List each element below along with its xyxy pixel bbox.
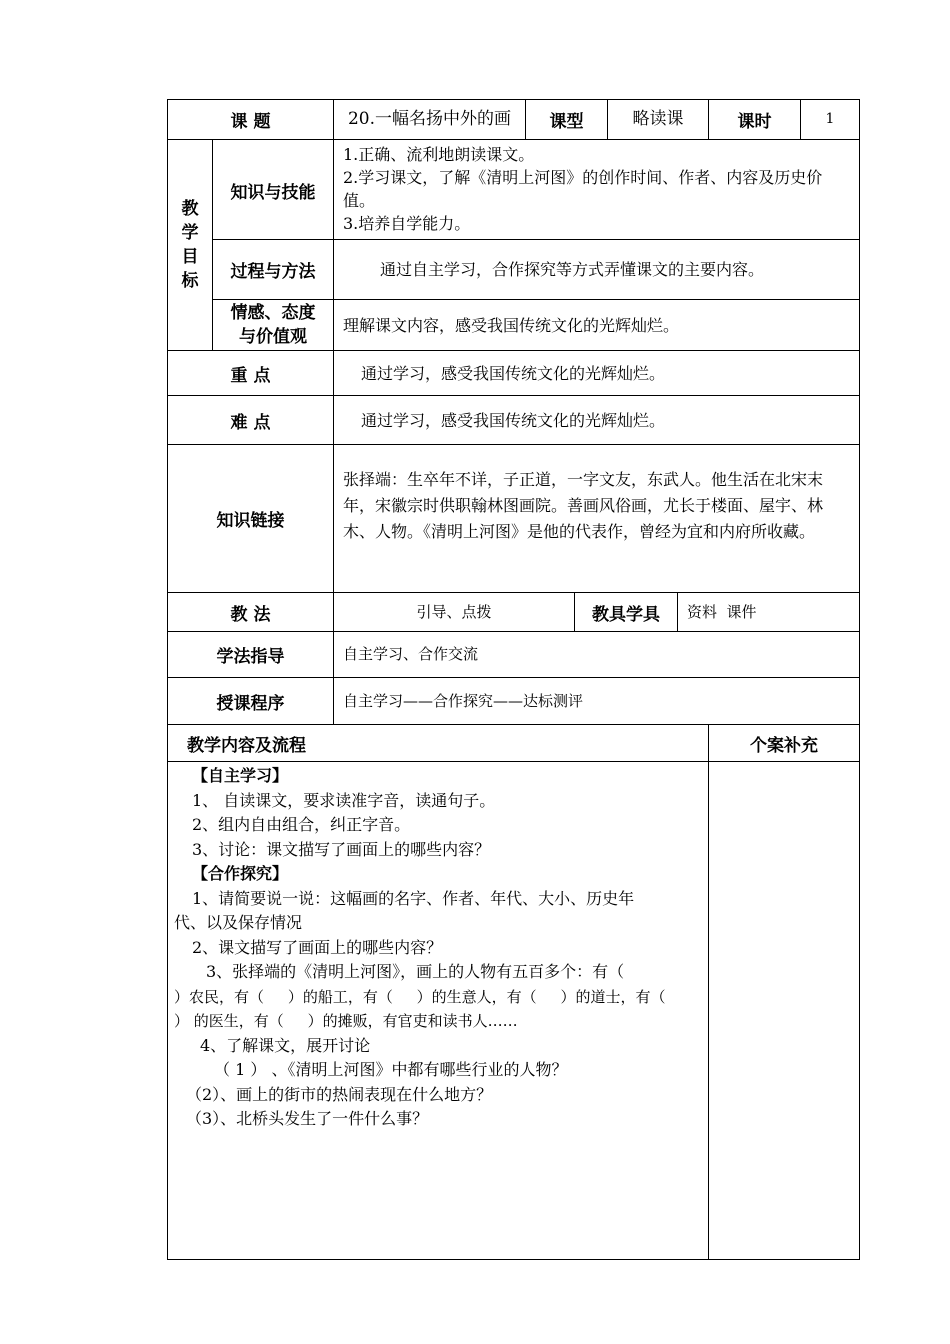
emotion-label-line-1: 情感、态度 (230, 303, 316, 323)
knowledge-link-label-cell (167, 444, 334, 593)
content-line-12: 4、了解课文，展开讨论 (200, 1035, 371, 1055)
period-label-cell (708, 99, 801, 140)
knowledge-link-value-cell (333, 444, 860, 593)
knowledge-line-3: 3.培养自学能力。 (343, 214, 471, 233)
content-line-10: ）农民，有（ ）的船工，有（ ）的生意人，有（ ）的道士，有（ (174, 987, 666, 1006)
process-value: 通过自主学习，合作探究等方式弄懂课文的主要内容。 (380, 260, 765, 279)
objectives-group-label-cell (167, 139, 213, 351)
tools-label-cell (574, 592, 678, 632)
content-header-right-cell (708, 724, 860, 762)
content-body-cell (167, 761, 709, 1260)
tools-value-cell (677, 592, 860, 632)
content-line-7: 代、以及保存情况 (174, 913, 303, 932)
period-value: 1 (825, 111, 835, 127)
content-line-6: 1、请简要说一说：这幅画的名字、作者、年代、大小、历史年 (192, 888, 635, 908)
objectives-char-3: 目 (181, 247, 199, 267)
tools-value: 资料 课件 (687, 602, 757, 621)
topic-label-cell (167, 99, 334, 140)
process-label: 过程与方法 (230, 262, 316, 282)
knowledge-line-2: 2.学习课文，了解《清明上河图》的创作时间、作者、内容及历史价值。 (343, 168, 823, 210)
period-label: 课时 (737, 112, 772, 132)
objectives-char-1: 教 (181, 199, 199, 219)
topic-value: 20.一幅名扬中外的画 (347, 109, 512, 129)
content-line-5: 【合作探究】 (192, 864, 289, 883)
knowledge-line-1: 1.正确、流利地朗读课文。 (343, 145, 535, 164)
type-label-cell (525, 99, 608, 140)
content-line-15: （3）、北桥头发生了一件什么事？ (186, 1109, 429, 1128)
study-guide-value-cell (333, 631, 860, 678)
objectives-char-2: 学 (181, 223, 199, 243)
topic-value-cell (333, 99, 526, 140)
key-point-value: 通过学习，感受我国传统文化的光辉灿烂。 (361, 363, 666, 383)
objectives-char-4: 标 (181, 271, 199, 291)
method-label: 教 法 (230, 604, 271, 625)
topic-label: 课 题 (230, 112, 271, 132)
key-point-value-cell (333, 350, 860, 396)
emotion-value: 理解课文内容，感受我国传统文化的光辉灿烂。 (343, 315, 680, 335)
type-value-cell (607, 99, 709, 140)
period-value-cell (800, 99, 860, 140)
emotion-label-cell (212, 299, 334, 351)
content-header-left: 教学内容及流程 (187, 735, 306, 756)
key-point-label: 重 点 (230, 365, 271, 386)
key-point-label-cell (167, 350, 334, 396)
content-line-14: （2）、画上的街市的热闹表现在什么地方？ (186, 1084, 493, 1104)
knowledge-label-cell (212, 139, 334, 240)
procedure-label-cell (167, 677, 334, 725)
type-value: 略读课 (632, 109, 684, 129)
content-line-2: 1、 自读课文，要求读准字音，读通句子。 (192, 790, 496, 810)
knowledge-link-value: 张择端：生卒年不详，子正道，一字文友，东武人。他生活在北宋末年，宋徽宗时供职翰林图画院。善画风俗画，尤长于楼面、屋宇、林木、人物。《清明上河图》是他的代表作，曾经为宜和内府所收藏。 (343, 470, 824, 541)
difficulty-value-cell (333, 395, 860, 445)
content-header-left-cell (167, 724, 709, 762)
difficulty-label-cell (167, 395, 334, 445)
emotion-label-line-2: 与价值观 (239, 327, 307, 347)
emotion-value-cell (333, 299, 860, 351)
knowledge-value-cell (333, 139, 860, 240)
tools-label: 教具学具 (592, 604, 660, 625)
procedure-value-cell (333, 677, 860, 725)
content-line-1: 【自主学习】 (192, 766, 289, 785)
procedure-value: 自主学习——合作探究——达标测评 (343, 691, 584, 710)
method-label-cell (167, 592, 334, 632)
type-label: 课型 (549, 112, 584, 132)
content-line-3: 2、组内自由组合，纠正字音。 (192, 815, 411, 834)
case-supplement-cell[interactable] (708, 761, 860, 1260)
content-line-11: ） 的医生，有（ ）的摊贩，有官吏和读书人…… (174, 1012, 518, 1030)
difficulty-value: 通过学习，感受我国传统文化的光辉灿烂。 (361, 410, 666, 430)
process-label-cell (212, 239, 334, 300)
study-guide-label-cell (167, 631, 334, 678)
content-header-right: 个案补充 (750, 735, 818, 756)
content-line-8: 2、课文描写了画面上的哪些内容？ (192, 937, 443, 957)
study-guide-label: 学法指导 (216, 647, 285, 667)
content-line-13: （ 1 ） 、《清明上河图》中都有哪些行业的人物？ (214, 1060, 568, 1079)
knowledge-link-label: 知识链接 (216, 511, 285, 531)
study-guide-value: 自主学习、合作交流 (343, 645, 479, 663)
content-line-9: 3、张择端的《清明上河图》，画上的人物有五百多个：有（ (206, 962, 625, 981)
method-value-cell (333, 592, 575, 632)
method-value: 引导、点拨 (416, 602, 492, 621)
difficulty-label: 难 点 (230, 412, 271, 433)
process-value-cell (333, 239, 860, 300)
procedure-label: 授课程序 (216, 693, 285, 714)
content-line-4: 3、讨论：课文描写了画面上的哪些内容？ (192, 839, 491, 859)
knowledge-label: 知识与技能 (230, 183, 316, 203)
